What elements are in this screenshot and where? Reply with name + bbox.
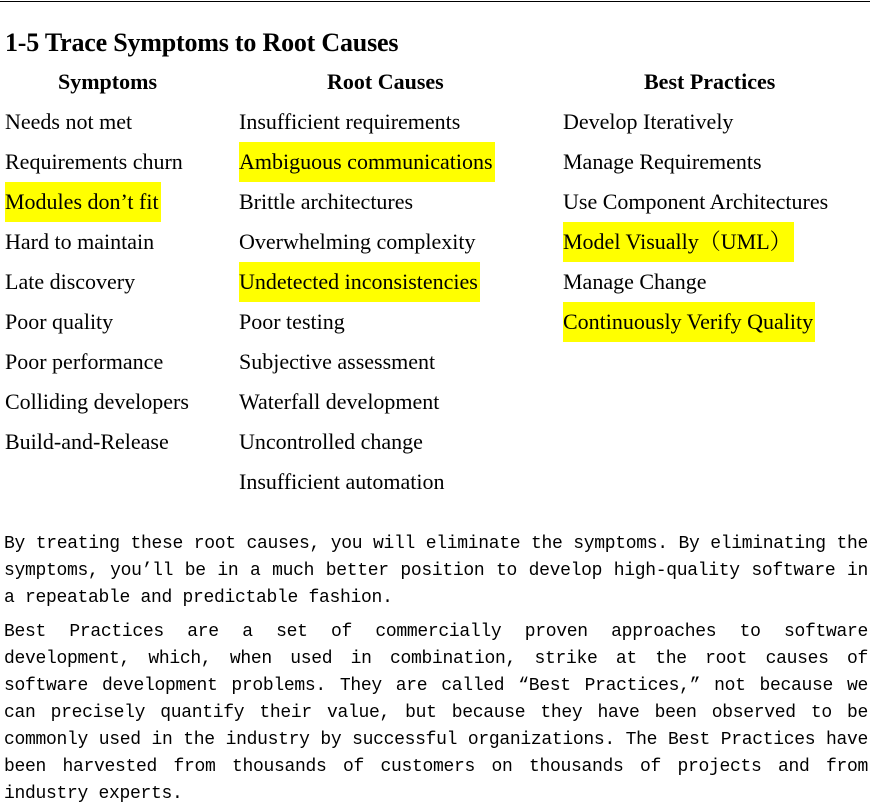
root-cause-item <box>239 422 539 462</box>
symptom-item <box>5 342 220 382</box>
symptom-item <box>5 102 220 142</box>
root-cause-item <box>239 222 539 262</box>
root-cause-item-text: Insufficient requirements <box>239 109 461 134</box>
symptom-item <box>5 302 220 342</box>
best-practice-item <box>563 102 863 142</box>
best-practices-list <box>563 102 863 342</box>
root-cause-item-text: Poor testing <box>239 309 345 334</box>
root-cause-item-text: Subjective assessment <box>239 349 436 374</box>
root-cause-item-text: Insufficient automation <box>239 469 445 494</box>
paragraph-best-practices: Best Practices are a set of commercially proven approaches to software development, which, when used in combination, strike at the root causes of software development problems. They are called “Best Practices,” not because we can precisely quantify their value, but because they have been observed to be commonly used in the industry by successful organizations. The Best Practices have been harvested from thousands of customers on thousands of projects and from industry experts. <box>4 622 868 804</box>
symptoms-header: Symptoms <box>58 69 158 94</box>
best-practice-item <box>563 182 863 222</box>
root-causes-header: Root Causes <box>327 69 444 94</box>
best-practice-item-text: Manage Change <box>563 269 707 294</box>
root-cause-item-text: Uncontrolled change <box>239 429 423 454</box>
root-cause-item-text: Overwhelming complexity <box>239 229 476 254</box>
root-causes-list <box>239 102 539 502</box>
best-practice-item-text: Develop Iteratively <box>563 109 734 134</box>
symptoms-list <box>5 102 220 462</box>
best-practices-column <box>563 66 863 342</box>
best-practice-item-text: Use Component Architectures <box>563 189 829 214</box>
root-cause-item-text: Undetected inconsistencies <box>239 262 480 302</box>
best-practice-item <box>563 302 863 342</box>
paragraph-root-causes: By treating these root causes, you will eliminate the symptoms. By eliminating the symptoms, you’ll be in a much better position to develop high-quality software in a repeatable and predictable fashion. <box>4 534 868 608</box>
symptom-item-text: Requirements churn <box>5 149 183 174</box>
best-practice-item <box>563 262 863 302</box>
root-cause-item <box>239 382 539 422</box>
root-cause-item <box>239 142 539 182</box>
best-practice-item <box>563 142 863 182</box>
symptom-item-text: Poor performance <box>5 349 164 374</box>
symptom-item-text: Colliding developers <box>5 389 189 414</box>
best-practice-item-text: Continuously Verify Quality <box>563 302 815 342</box>
root-causes-column <box>239 66 539 502</box>
best-practice-item <box>563 222 863 262</box>
best-practice-item-text: Manage Requirements <box>563 149 762 174</box>
symptom-item <box>5 382 220 422</box>
symptom-item-text: Needs not met <box>5 109 133 134</box>
symptom-item-text: Poor quality <box>5 309 114 334</box>
symptom-item <box>5 142 220 182</box>
symptom-item <box>5 262 220 302</box>
symptom-item-text: Hard to maintain <box>5 229 155 254</box>
root-cause-item <box>239 102 539 142</box>
symptom-item <box>5 422 220 462</box>
root-cause-item-text: Brittle architectures <box>239 189 414 214</box>
root-cause-item <box>239 302 539 342</box>
symptoms-column <box>5 66 220 462</box>
root-cause-item <box>239 182 539 222</box>
symptom-item <box>5 222 220 262</box>
best-practices-header: Best Practices <box>644 69 776 94</box>
root-cause-item <box>239 342 539 382</box>
root-cause-item-text: Ambiguous communications <box>239 142 495 182</box>
symptom-item <box>5 182 220 222</box>
root-cause-item <box>239 462 539 502</box>
symptom-item-text: Modules don’t fit <box>5 182 161 222</box>
root-cause-item-text: Waterfall development <box>239 389 440 414</box>
page-title: 1-5 Trace Symptoms to Root Causes <box>5 28 399 57</box>
symptom-item-text: Late discovery <box>5 269 136 294</box>
root-cause-item <box>239 262 539 302</box>
best-practice-item-text: Model Visually（UML） <box>563 222 794 262</box>
top-rule <box>0 1 870 2</box>
symptom-item-text: Build-and-Release <box>5 429 169 454</box>
